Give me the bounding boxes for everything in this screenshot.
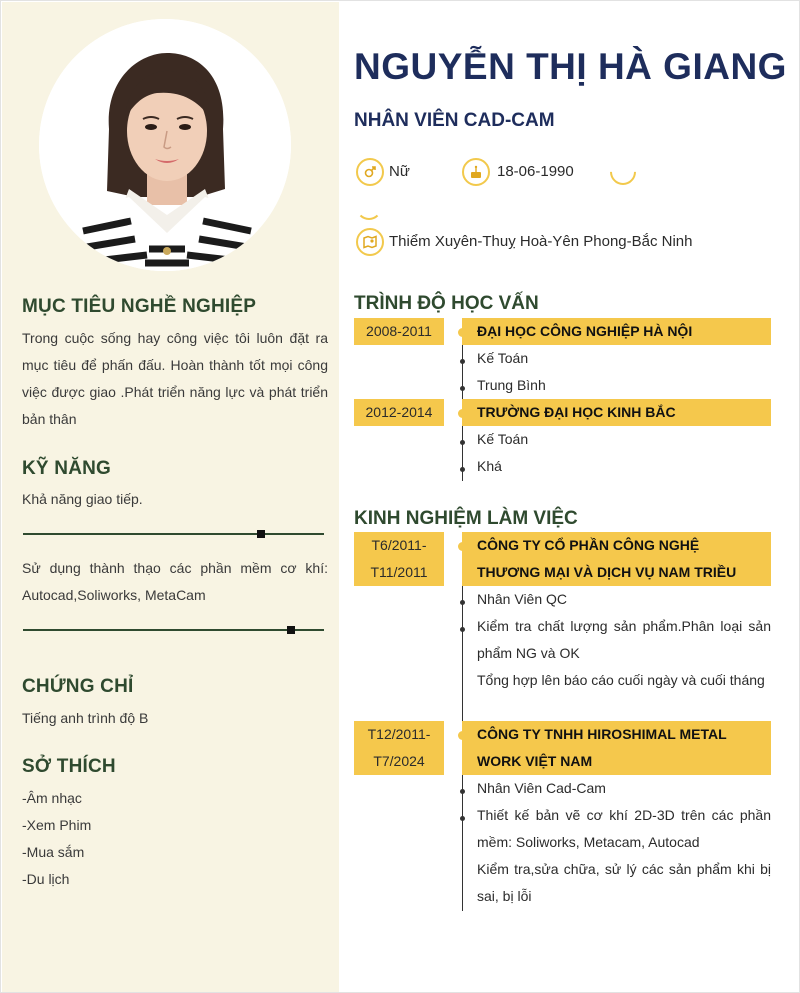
objective-title: MỤC TIÊU NGHỀ NGHIỆP: [22, 296, 257, 317]
education-title: TRÌNH ĐỘ HỌC VẤN: [354, 293, 539, 314]
hobby-item: -Mua sắm: [22, 844, 85, 860]
bullet: [460, 359, 465, 364]
skill-level-marker: [287, 626, 295, 634]
skill-label: Khả năng giao tiếp.: [22, 491, 143, 507]
bullet: [460, 467, 465, 472]
hobby-item: -Xem Phim: [22, 817, 92, 833]
avatar: [39, 19, 291, 271]
hobbies-title: SỞ THÍCH: [22, 756, 116, 777]
skills-title: KỸ NĂNG: [22, 458, 112, 479]
experience-detail: Tổng hợp lên báo cáo cuối ngày và cuối tháng: [477, 672, 765, 688]
education-school: TRƯỜNG ĐẠI HỌC KINH BẮC: [462, 399, 771, 426]
education-detail: Khá: [477, 458, 502, 474]
skill-bar: [23, 629, 324, 631]
experience-detail: Nhân Viên Cad-Cam: [477, 780, 606, 796]
experience-title: KINH NGHIỆM LÀM VIỆC: [354, 508, 578, 529]
education-date: 2012-2014: [354, 399, 444, 426]
bullet: [460, 600, 465, 605]
skill-level-marker: [257, 530, 265, 538]
skill-bar: [23, 533, 324, 535]
bullet: [460, 627, 465, 632]
timeline-dot: [458, 542, 467, 551]
experience-date: T12/2011-T7/2024: [354, 721, 444, 775]
education-school: ĐẠI HỌC CÔNG NGHIỆP HÀ NỘI: [462, 318, 771, 345]
bullet: [460, 816, 465, 821]
phone-icon: [605, 154, 642, 191]
experience-detail: Thiết kế bản vẽ cơ khí 2D-3D trên các phần mềm: Soliworks, Metacam, Autocad: [477, 807, 771, 850]
education-detail: Kế Toán: [477, 431, 529, 447]
experience-date: T6/2011-T11/2011: [354, 532, 444, 586]
experience-company: CÔNG TY TNHH HIROSHIMAL METAL WORK VIỆT NAM: [462, 721, 771, 775]
bullet: [460, 440, 465, 445]
timeline-dot: [458, 409, 467, 418]
hobby-item: -Âm nhạc: [22, 790, 82, 806]
cake-icon: [462, 158, 490, 186]
objective-text: Trong cuộc sống hay công việc tôi luôn đặt ra mục tiêu để phấn đấu. Hoàn thành tốt mọi công việc được giao .Phát triển năng lực và phát triển bản thân: [22, 330, 328, 427]
left-column: [2, 2, 339, 992]
skill-label: Sử dụng thành thạo các phần mềm cơ khí: Autocad,Soliworks, MetaCam: [22, 560, 328, 603]
experience-detail: Kiểm tra,sửa chữa, sử lý các sản phẩm khi bị sai, bị lỗi: [477, 861, 771, 904]
dob-value: 18-06-1990: [497, 163, 574, 180]
job-title: NHÂN VIÊN CAD-CAM: [354, 110, 555, 131]
experience-company: CÔNG TY CỔ PHẦN CÔNG NGHỆ THƯƠNG MẠI VÀ DỊCH VỤ NAM TRIỀU: [462, 532, 771, 586]
education-date: 2008-2011: [354, 318, 444, 345]
education-detail: Kế Toán: [477, 350, 529, 366]
email-icon: [356, 194, 382, 220]
education-detail: Trung Bình: [477, 377, 546, 393]
hobby-item: -Du lịch: [22, 871, 70, 887]
address-value: Thiểm Xuyên-Thuỵ Hoà-Yên Phong-Bắc Ninh: [389, 233, 693, 250]
bullet: [460, 789, 465, 794]
gender-value: Nữ: [389, 163, 410, 180]
certificates-title: CHỨNG CHỈ: [22, 676, 134, 697]
certificate-item: Tiếng anh trình độ B: [22, 710, 149, 726]
experience-detail: Kiểm tra chất lượng sản phẩm.Phân loại sản phẩm NG và OK: [477, 618, 771, 661]
bullet: [460, 386, 465, 391]
experience-detail: Nhân Viên QC: [477, 591, 568, 607]
timeline-dot: [458, 731, 467, 740]
gender-icon: [356, 158, 384, 186]
timeline-dot: [458, 328, 467, 337]
full-name: NGUYỄN THỊ HÀ GIANG: [354, 46, 787, 87]
map-icon: [356, 228, 384, 256]
